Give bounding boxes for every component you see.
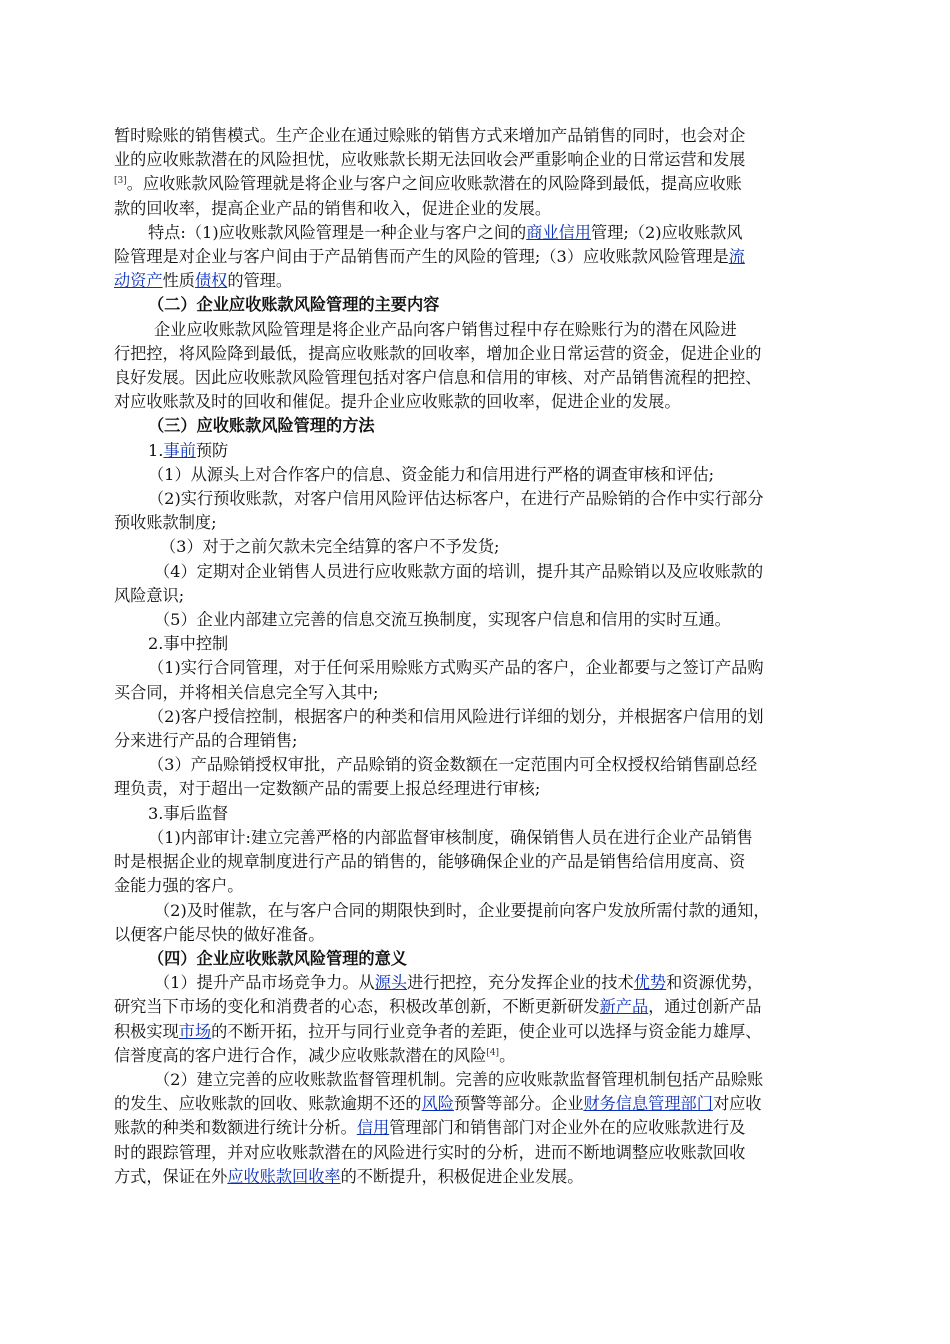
section-heading-4: （四）企业应收账款风险管理的意义	[148, 948, 407, 968]
list-item: 理负责，对于超出一定数额产品的需要上报总经理进行审核;	[114, 779, 541, 799]
paragraph-line: 业的应收账款潜在的风险担忧，应收账款长期无法回收会严重影响企业的日常运营和发展	[114, 150, 746, 170]
list-item: （1)内部审计:建立完善严格的内部监督审核制度，确保销售人员在进行企业产品销售	[148, 827, 753, 847]
list-item: （2)客户授信控制，根据客户的种类和信用风险进行详细的划分，并根据客户信用的划	[148, 706, 764, 726]
list-item: 风险意识;	[114, 585, 185, 605]
link-current-assets[interactable]: 流	[728, 247, 745, 267]
paragraph-line: 良好发展。因此应收账款风险管理包括对客户信息和信用的审核、对产品销售流程的把控、	[114, 368, 762, 388]
subsection-title: 1.事前预防	[148, 440, 229, 460]
paragraph-line: 特点:（1)应收账款风险管理是一种企业与客户之间的商业信用管理;（2)应收账款风	[148, 222, 743, 242]
paragraph-line: 企业应收账款风险管理是将企业产品向客户销售过程中存在赊账行为的潜在风险进	[154, 319, 737, 339]
list-item: 以便客户能尽快的做好准备。	[114, 924, 325, 944]
paragraph-line: 险管理是对企业与客户间由于产品销售而产生的风险的管理;（3）应收账款风险管理是流	[114, 247, 745, 267]
citation-ref[interactable]: [4]	[486, 1047, 500, 1058]
section-heading-2: （二）企业应收账款风险管理的主要内容	[148, 295, 440, 315]
subsection-title: 3.事后监督	[148, 803, 229, 823]
link-receivables-recovery-rate[interactable]: 应收账款回收率	[227, 1166, 341, 1186]
paragraph-line: 时的跟踪管理，并对应收账款潜在的风险进行实时的分析，进而不断地调整应收账款回收	[114, 1142, 746, 1162]
paragraph-line: 研究当下市场的变化和消费者的心态，积极改革创新，不断更新研发新产品，通过创新产品	[114, 997, 762, 1017]
link-market[interactable]: 市场	[178, 1021, 212, 1041]
paragraph-line: 信誉度高的客户进行合作，减少应收账款潜在的风险[4]。	[114, 1045, 516, 1065]
paragraph-line: （1）提升产品市场竞争力。从源头进行把控，充分发挥企业的技术优势和资源优势，	[154, 973, 764, 993]
paragraph-line: 积极实现市场的不断开拓，拉开与同行业竞争者的差距，使企业可以选择与资金能力雄厚、	[114, 1021, 762, 1041]
paragraph-line: 款的回收率，提高企业产品的销售和收入，促进企业的发展。	[114, 198, 552, 218]
link-credit[interactable]: 信用	[356, 1118, 390, 1138]
paragraph-line: 行把控，将风险降到最低，提高应收账款的回收率，增加企业日常运营的资金，促进企业的	[114, 343, 762, 363]
link-risk[interactable]: 风险	[421, 1094, 454, 1114]
link-current-assets[interactable]: 动资产	[114, 271, 163, 291]
list-item: 预收账款制度;	[114, 513, 217, 533]
section-heading-3: （三）应收账款风险管理的方法	[148, 416, 375, 436]
list-item: （3）对于之前欠款未完全结算的客户不予发货;	[160, 537, 500, 557]
link-new-product[interactable]: 新产品	[599, 997, 649, 1017]
list-item: （1）从源头上对合作客户的信息、资金能力和信用进行严格的调查审核和评估;	[148, 464, 715, 484]
citation-ref[interactable]: [3]	[114, 176, 127, 187]
list-item: 分来进行产品的合理销售;	[114, 731, 298, 751]
link-creditor-rights[interactable]: 债权	[194, 271, 228, 291]
list-item: （3）产品赊销授权审批，产品赊销的资金数额在一定范围内可全权授权给销售副总经	[148, 755, 758, 775]
document-page	[114, 124, 860, 1189]
list-item: 买合同，并将相关信息完全写入其中;	[114, 682, 379, 702]
link-beforehand[interactable]: 事前	[163, 440, 196, 460]
list-item: （1)实行合同管理，对于任何采用赊账方式购买产品的客户，企业都要与之签订产品购	[148, 658, 764, 678]
paragraph-line: 暂时赊账的销售模式。生产企业在通过赊账的销售方式来增加产品销售的同时，也会对企	[114, 126, 746, 145]
subsection-title: 2.事中控制	[148, 634, 229, 654]
paragraph-line: 账款的种类和数额进行统计分析。信用管理部门和销售部门对企业外在的应收账款进行及	[114, 1118, 746, 1138]
link-source[interactable]: 源头	[374, 973, 408, 993]
paragraph-line: 对应收账款及时的回收和催促。提升企业应收账款的回收率，促进企业的发展。	[114, 392, 681, 412]
link-commercial-credit[interactable]: 商业信用	[526, 222, 591, 242]
list-item: （2)及时催款，在与客户合同的期限快到时，企业要提前向客户发放所需付款的通知，	[154, 900, 770, 920]
list-item: （5）企业内部建立完善的信息交流互换制度，实现客户信息和信用的实时互通。	[154, 610, 731, 630]
paragraph-line: [3]。应收账款风险管理就是将企业与客户之间应收账款潜在的风险降到最低，提高应收账	[114, 174, 742, 194]
link-advantage[interactable]: 优势	[633, 973, 667, 993]
list-item: （2)实行预收账款，对客户信用风险评估达标客户，在进行产品赊销的合作中实行部分	[148, 489, 764, 509]
link-financial-info-dept[interactable]: 财务信息管理部门	[583, 1094, 713, 1114]
list-item: 金能力强的客户。	[114, 876, 244, 896]
list-item: （4）定期对企业销售人员进行应收账款方面的培训，提升其产品赊销以及应收账款的	[154, 561, 764, 581]
list-item: 时是根据企业的规章制度进行产品的销售的，能够确保企业的产品是销售给信用度高、资	[114, 852, 746, 872]
paragraph-line: 的发生、应收账款的回收、账款逾期不还的风险预警等部分。企业财务信息管理部门对应收	[114, 1094, 762, 1114]
paragraph-line: 方式，保证在外应收账款回收率的不断提升，积极促进企业发展。	[114, 1166, 584, 1186]
paragraph-line: 动资产性质债权的管理。	[114, 271, 293, 291]
paragraph-line: （2）建立完善的应收账款监督管理机制。完善的应收账款监督管理机制包括产品赊账	[154, 1069, 764, 1089]
